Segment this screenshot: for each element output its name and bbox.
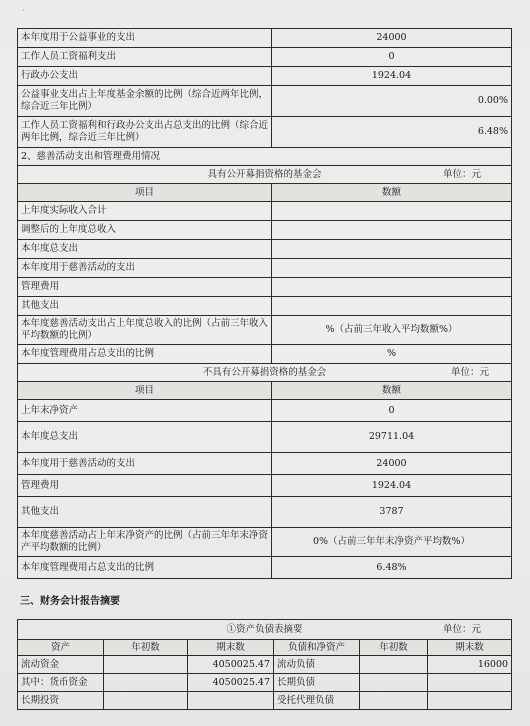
row-label: 工作人员工资福利和行政办公支出占总支出的比例（综合近两年比例，综合近三年比例） [18,117,272,148]
row-value: %（占前三年收入平均数额%） [272,316,512,345]
row-value [272,221,512,240]
table-row [18,117,512,148]
table-row [18,674,512,692]
column-header: 负债和净资产 [274,640,360,656]
row-label: 上年度实际收入合计 [18,202,272,221]
row-value: 0.00% [272,86,512,117]
column-header-amount: 数额 [272,382,512,400]
table-cell [428,674,512,692]
table-row [18,259,512,278]
row-value: 6.48% [272,117,512,148]
column-header: 期末数 [188,640,274,656]
table-row [18,497,512,528]
table-row [18,382,512,400]
table-row [18,364,512,382]
table-row [18,400,512,422]
table-row [18,240,512,259]
table-row [18,316,512,345]
public-foundation-title: 具有公开募捐资格的基金会 [207,168,322,180]
row-label: 管理费用 [18,278,272,297]
table-row [18,166,512,184]
row-label: 本年度慈善活动支出占上年度总收入的比例（占前三年收入平均数额的比例） [18,316,272,345]
table-row [18,475,512,497]
row-label: 本年度总支出 [18,422,272,453]
column-header-item: 项目 [18,184,272,202]
row-label: 调整后的上年度总收入 [18,221,272,240]
table-row [18,148,512,166]
row-value: % [272,345,512,364]
table-cell: 4050025.47 [188,674,274,692]
row-label: 公益事业支出占上年度基金余额的比例（综合近两年比例，综合近三年比例） [18,86,272,117]
row-value: 1924.04 [272,67,512,86]
table-cell [360,656,428,674]
row-value [272,259,512,278]
row-label: 本年度慈善活动占上年末净资产的比例（占前三年年末净资产平均数额的比例） [18,528,272,557]
row-label: 本年度管理费用占总支出的比例 [18,557,272,579]
table-row [18,297,512,316]
balance-sheet-title: ①资产负债表摘要 [226,623,303,635]
column-header: 期末数 [428,640,512,656]
balance-sheet-header [18,620,512,640]
table-cell: 受托代理负债 [274,692,360,710]
section-2-title: 2、慈善活动支出和管理费用情况 [18,148,512,166]
table-cell [104,656,188,674]
balance-sheet-table [17,619,512,710]
section-3-title: 三、财务会计报告摘要 [20,596,120,607]
table-row [18,278,512,297]
table-row [18,453,512,475]
row-label: 工作人员工资福利支出 [18,48,272,67]
table-row [18,528,512,557]
row-label: 其他支出 [18,497,272,528]
row-value [272,240,512,259]
row-label: 其他支出 [18,297,272,316]
row-value: 0%（占前三年年末净资产平均数%） [272,528,512,557]
table-row [18,221,512,240]
table-row [18,67,512,86]
table-cell: 其中：货币资金 [18,674,104,692]
row-value: 0 [272,400,512,422]
row-value: 24000 [272,29,512,48]
row-label: 本年度总支出 [18,240,272,259]
table-cell: 流动负债 [274,656,360,674]
unit-label: 单位：元 [450,366,489,378]
column-header-item: 项目 [18,382,272,400]
row-value: 24000 [272,453,512,475]
table-row [18,86,512,117]
nonpublic-foundation-header [18,364,512,382]
table-row [18,422,512,453]
row-value [272,278,512,297]
row-value: 3787 [272,497,512,528]
table-cell [104,692,188,710]
table-cell: 长期负债 [274,674,360,692]
table-cell [360,674,428,692]
unit-label: 单位：元 [442,168,481,180]
row-label: 本年度管理费用占总支出的比例 [18,345,272,364]
table-cell: 长期投资 [18,692,104,710]
table-row [18,620,512,640]
nonpublic-foundation-title: 不具有公开募捐资格的基金会 [202,366,327,378]
row-value [272,202,512,221]
row-value: 1924.04 [272,475,512,497]
row-label: 本年度用于公益事业的支出 [18,29,272,48]
table-row [18,656,512,674]
table-cell [428,692,512,710]
page-speck: · [22,6,25,16]
table-row [18,184,512,202]
row-value: 6.48% [272,557,512,579]
row-value: 29711.04 [272,422,512,453]
column-header-amount: 数额 [272,184,512,202]
column-header: 年初数 [104,640,188,656]
row-value [272,297,512,316]
table-row [18,48,512,67]
public-foundation-header [18,166,512,184]
column-header: 年初数 [360,640,428,656]
table-cell: 4050025.47 [188,656,274,674]
row-label: 本年度用于慈善活动的支出 [18,453,272,475]
row-label: 本年度用于慈善活动的支出 [18,259,272,278]
table-row [18,345,512,364]
table-row [18,29,512,48]
table-row [18,692,512,710]
table-row [18,640,512,656]
row-label: 管理费用 [18,475,272,497]
table-cell [104,674,188,692]
row-value: 0 [272,48,512,67]
table-cell [360,692,428,710]
unit-label: 单位：元 [443,623,482,635]
row-label: 行政办公支出 [18,67,272,86]
table-cell [188,692,274,710]
charity-expense-table [17,28,512,579]
table-cell: 16000 [428,656,512,674]
table-cell: 流动资金 [18,656,104,674]
table-row [18,202,512,221]
column-header: 资产 [18,640,104,656]
row-label: 上年末净资产 [18,400,272,422]
table-row [18,557,512,579]
